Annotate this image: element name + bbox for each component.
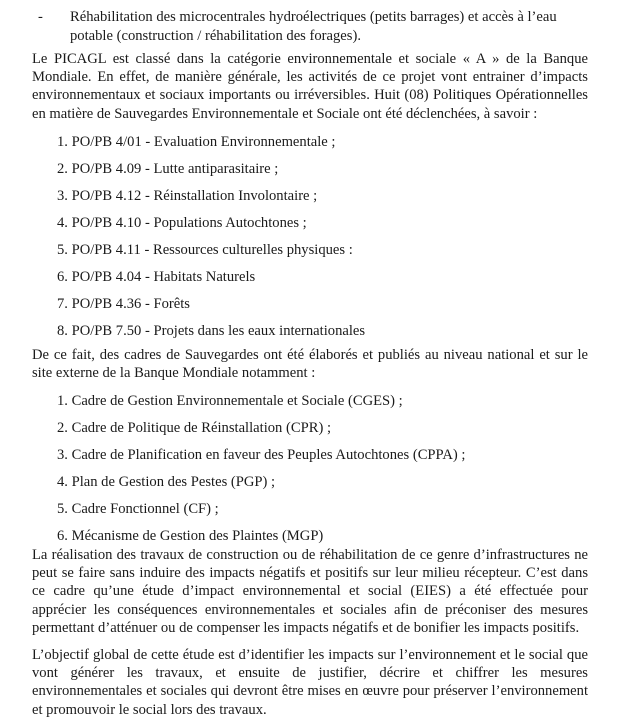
paragraph-frameworks-intro: De ce fait, des cadres de Sauvegardes ont été élaborés et publiés au niveau national et sur le site externe de la Banque Mondiale notamment : <box>32 347 588 382</box>
list-item: 2. PO/PB 4.09 - Lutte antiparasitaire ; <box>57 161 279 177</box>
list-item: 4. Plan de Gestion des Pestes (PGP) ; <box>57 474 276 490</box>
list-item: 1. Cadre de Gestion Environnementale et Sociale (CGES) ; <box>57 393 403 409</box>
list-item: 6. PO/PB 4.04 - Habitats Naturels <box>57 269 256 285</box>
dash-marker: - <box>38 9 43 25</box>
list-item: 5. PO/PB 4.11 - Ressources culturelles physiques : <box>57 242 353 258</box>
list-item: 4. PO/PB 4.10 - Populations Autochtones ; <box>57 215 307 231</box>
list-item: 3. PO/PB 4.12 - Réinstallation Involontaire ; <box>57 188 318 204</box>
paragraph-study-objective: L’objectif global de cette étude est d’identifier les impacts sur l’environnement et le social que vont générer les travaux, et ensuite de justifier, décrire et chiffrer les mesures environnementales et sociales qui devront être mises en œuvre pour préserver l’environnement et promouvoir le social lors des travaux. <box>32 647 588 718</box>
list-item: 3. Cadre de Planification en faveur des Peuples Autochtones (CPPA) ; <box>57 447 466 463</box>
bullet-text: Réhabilitation des microcentrales hydroélectriques (petits barrages) et accès à l’eau potable (construction / réhabilitation des forages). <box>70 9 557 44</box>
list-item: 5. Cadre Fonctionnel (CF) ; <box>57 501 219 517</box>
list-item: 2. Cadre de Politique de Réinstallation (CPR) ; <box>57 420 332 436</box>
paragraph-category: Le PICAGL est classé dans la catégorie environnementale et sociale « A » de la Banque Mondiale. En effet, de manière générale, les activités de ce projet vont entrainer d’impacts environnementaux et sociaux importants ou irréversibles. Huit (08) Politiques Opérationnelles en matière de Sauvegardes Environnementale et Sociale ont été déclenchées, à savoir : <box>32 51 588 122</box>
list-item: 7. PO/PB 4.36 - Forêts <box>57 296 190 312</box>
list-item: 1. PO/PB 4/01 - Evaluation Environnementale ; <box>57 134 336 150</box>
list-item: 8. PO/PB 7.50 - Projets dans les eaux internationales <box>57 323 366 339</box>
paragraph-works-impacts: La réalisation des travaux de construction ou de réhabilitation de ce genre d’infrastructures ne peut se faire sans induire des impacts négatifs et positifs sur leur milieu récepteur. C’est dans ce cadre qu’une étude d’impact environnemental et social (EIES) a été effectuée pour apprécier les conséquences environnementales et sociales afin de préconiser des mesures permettant d’atténuer ou de compenser les impacts négatifs et de bonifier les impacts positifs. <box>32 547 588 636</box>
bullet-item <box>38 8 598 46</box>
list-item: 6. Mécanisme de Gestion des Plaintes (MGP) <box>57 528 324 544</box>
